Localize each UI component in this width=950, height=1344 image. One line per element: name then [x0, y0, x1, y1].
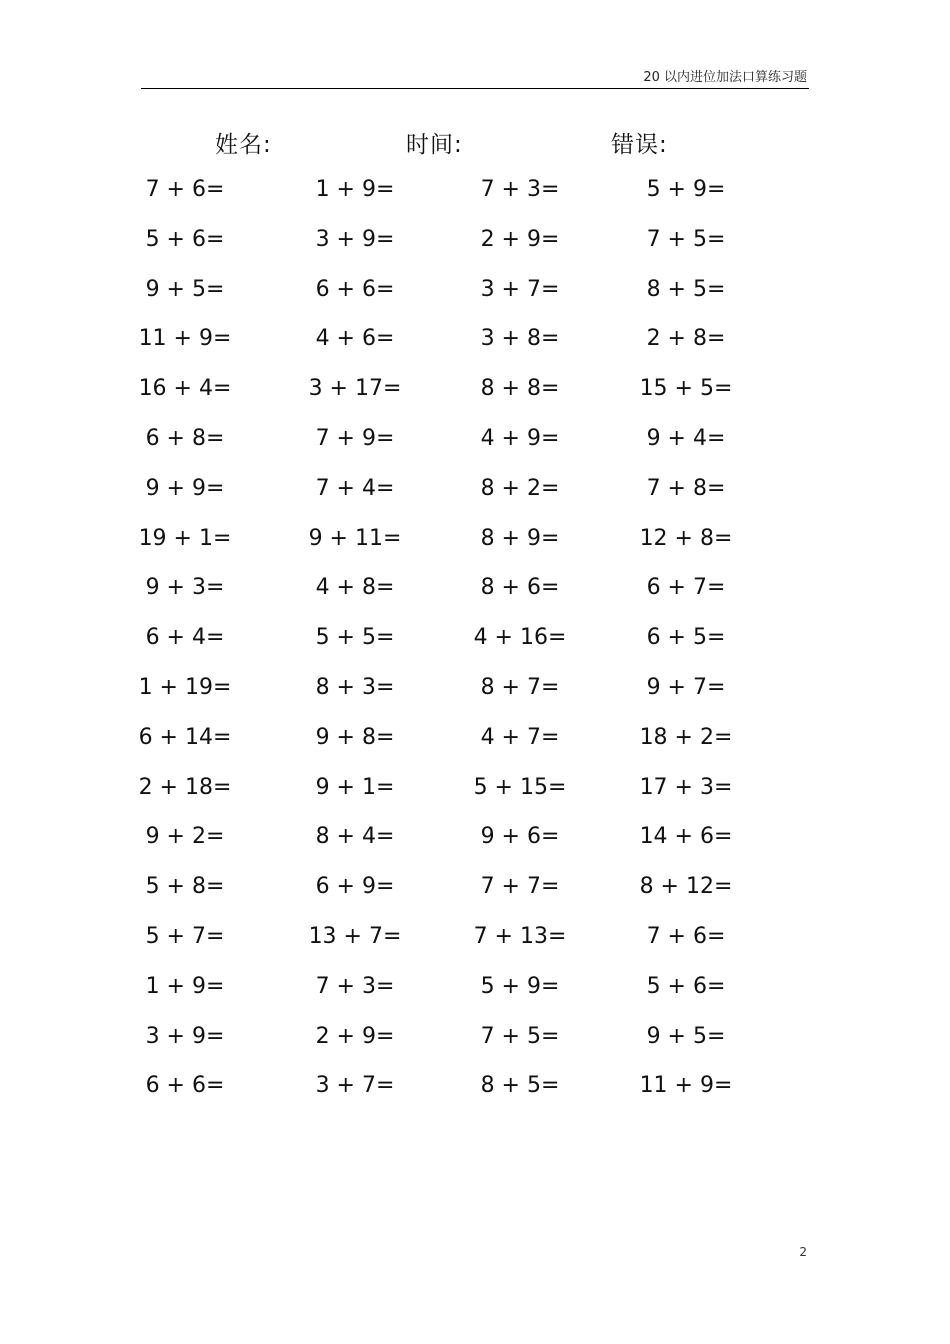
- problem-item: 2 + 8=: [646, 326, 726, 352]
- problem-item: 6 + 6=: [315, 276, 395, 302]
- problem-item: 7 + 8=: [646, 475, 726, 501]
- problem-item: 1 + 19=: [138, 675, 232, 700]
- problem-item: 11 + 9=: [138, 326, 232, 352]
- problem-item: 15 + 5=: [639, 376, 733, 402]
- problem-item: 19 + 1=: [138, 525, 232, 551]
- name-label: 姓名:: [215, 132, 272, 158]
- page-number: 2: [799, 1245, 807, 1259]
- problem-item: 6 + 9=: [315, 874, 395, 900]
- problem-item: 11 + 9=: [639, 1073, 733, 1099]
- problem-item: 9 + 2=: [145, 824, 225, 850]
- problem-item: 12 + 8=: [639, 525, 733, 551]
- problem-item: 5 + 8=: [145, 874, 225, 900]
- problem-item: 3 + 9=: [145, 1023, 225, 1049]
- problem-item: 2 + 9=: [480, 226, 560, 252]
- problem-item: 7 + 7=: [480, 874, 560, 900]
- problem-item: 9 + 7=: [646, 675, 726, 700]
- problem-item: 5 + 6=: [145, 226, 225, 252]
- problem-item: 5 + 7=: [145, 924, 225, 949]
- problem-item: 8 + 7=: [480, 675, 560, 700]
- problem-item: 9 + 4=: [646, 426, 726, 451]
- problem-item: 9 + 8=: [315, 724, 395, 750]
- problem-item: 3 + 8=: [480, 326, 560, 352]
- problem-item: 6 + 6=: [145, 1073, 225, 1099]
- problem-item: 6 + 14=: [138, 724, 232, 750]
- problem-item: 7 + 4=: [315, 475, 395, 501]
- problem-item: 9 + 5=: [646, 1023, 726, 1049]
- problem-item: 8 + 5=: [480, 1073, 560, 1099]
- problem-item: 7 + 3=: [315, 973, 395, 999]
- problem-item: 8 + 8=: [480, 376, 560, 402]
- problem-item: 9 + 1=: [315, 774, 395, 800]
- problem-item: 5 + 6=: [646, 973, 726, 999]
- problem-item: 1 + 9=: [315, 177, 395, 202]
- problem-item: 5 + 9=: [646, 177, 726, 202]
- running-header-title: 20 以内进位加法口算练习题: [643, 70, 807, 85]
- problem-item: 18 + 2=: [639, 724, 733, 750]
- problem-item: 17 + 3=: [639, 774, 733, 800]
- problem-item: 5 + 5=: [315, 625, 395, 651]
- problem-item: 2 + 18=: [138, 774, 232, 800]
- problem-item: 4 + 16=: [473, 625, 567, 651]
- problem-item: 8 + 4=: [315, 824, 395, 850]
- problem-item: 5 + 15=: [473, 774, 567, 800]
- problem-item: 8 + 2=: [480, 475, 560, 501]
- problem-item: 8 + 5=: [646, 276, 726, 302]
- problem-item: 14 + 6=: [639, 824, 733, 850]
- problem-item: 6 + 5=: [646, 625, 726, 651]
- problem-item: 7 + 5=: [480, 1023, 560, 1049]
- problem-item: 7 + 6=: [646, 924, 726, 949]
- problem-item: 7 + 3=: [480, 177, 560, 202]
- problem-item: 4 + 7=: [480, 724, 560, 750]
- problem-item: 8 + 6=: [480, 575, 560, 601]
- problem-item: 3 + 9=: [315, 226, 395, 252]
- problem-item: 8 + 3=: [315, 675, 395, 700]
- problem-item: 7 + 9=: [315, 426, 395, 451]
- problem-item: 6 + 4=: [145, 625, 225, 651]
- problem-item: 5 + 9=: [480, 973, 560, 999]
- problem-item: 7 + 13=: [473, 924, 567, 949]
- problem-item: 9 + 9=: [145, 475, 225, 501]
- problem-item: 4 + 9=: [480, 426, 560, 451]
- problem-item: 7 + 5=: [646, 226, 726, 252]
- problem-item: 4 + 6=: [315, 326, 395, 352]
- problem-item: 6 + 7=: [646, 575, 726, 601]
- problem-item: 2 + 9=: [315, 1023, 395, 1049]
- problem-item: 9 + 3=: [145, 575, 225, 601]
- errors-label: 错误:: [611, 132, 668, 158]
- time-label: 时间:: [406, 132, 463, 158]
- problem-item: 16 + 4=: [138, 376, 232, 402]
- problem-item: 6 + 8=: [145, 426, 225, 451]
- problem-item: 13 + 7=: [308, 924, 402, 949]
- problem-item: 9 + 6=: [480, 824, 560, 850]
- problem-item: 3 + 17=: [308, 376, 402, 402]
- problem-item: 7 + 6=: [145, 177, 225, 202]
- problem-item: 8 + 12=: [639, 874, 733, 900]
- problem-item: 8 + 9=: [480, 525, 560, 551]
- problem-item: 9 + 11=: [308, 525, 402, 551]
- problem-item: 1 + 9=: [145, 973, 225, 999]
- problem-item: 3 + 7=: [315, 1073, 395, 1099]
- problem-item: 9 + 5=: [145, 276, 225, 302]
- problem-item: 4 + 8=: [315, 575, 395, 601]
- problem-item: 3 + 7=: [480, 276, 560, 302]
